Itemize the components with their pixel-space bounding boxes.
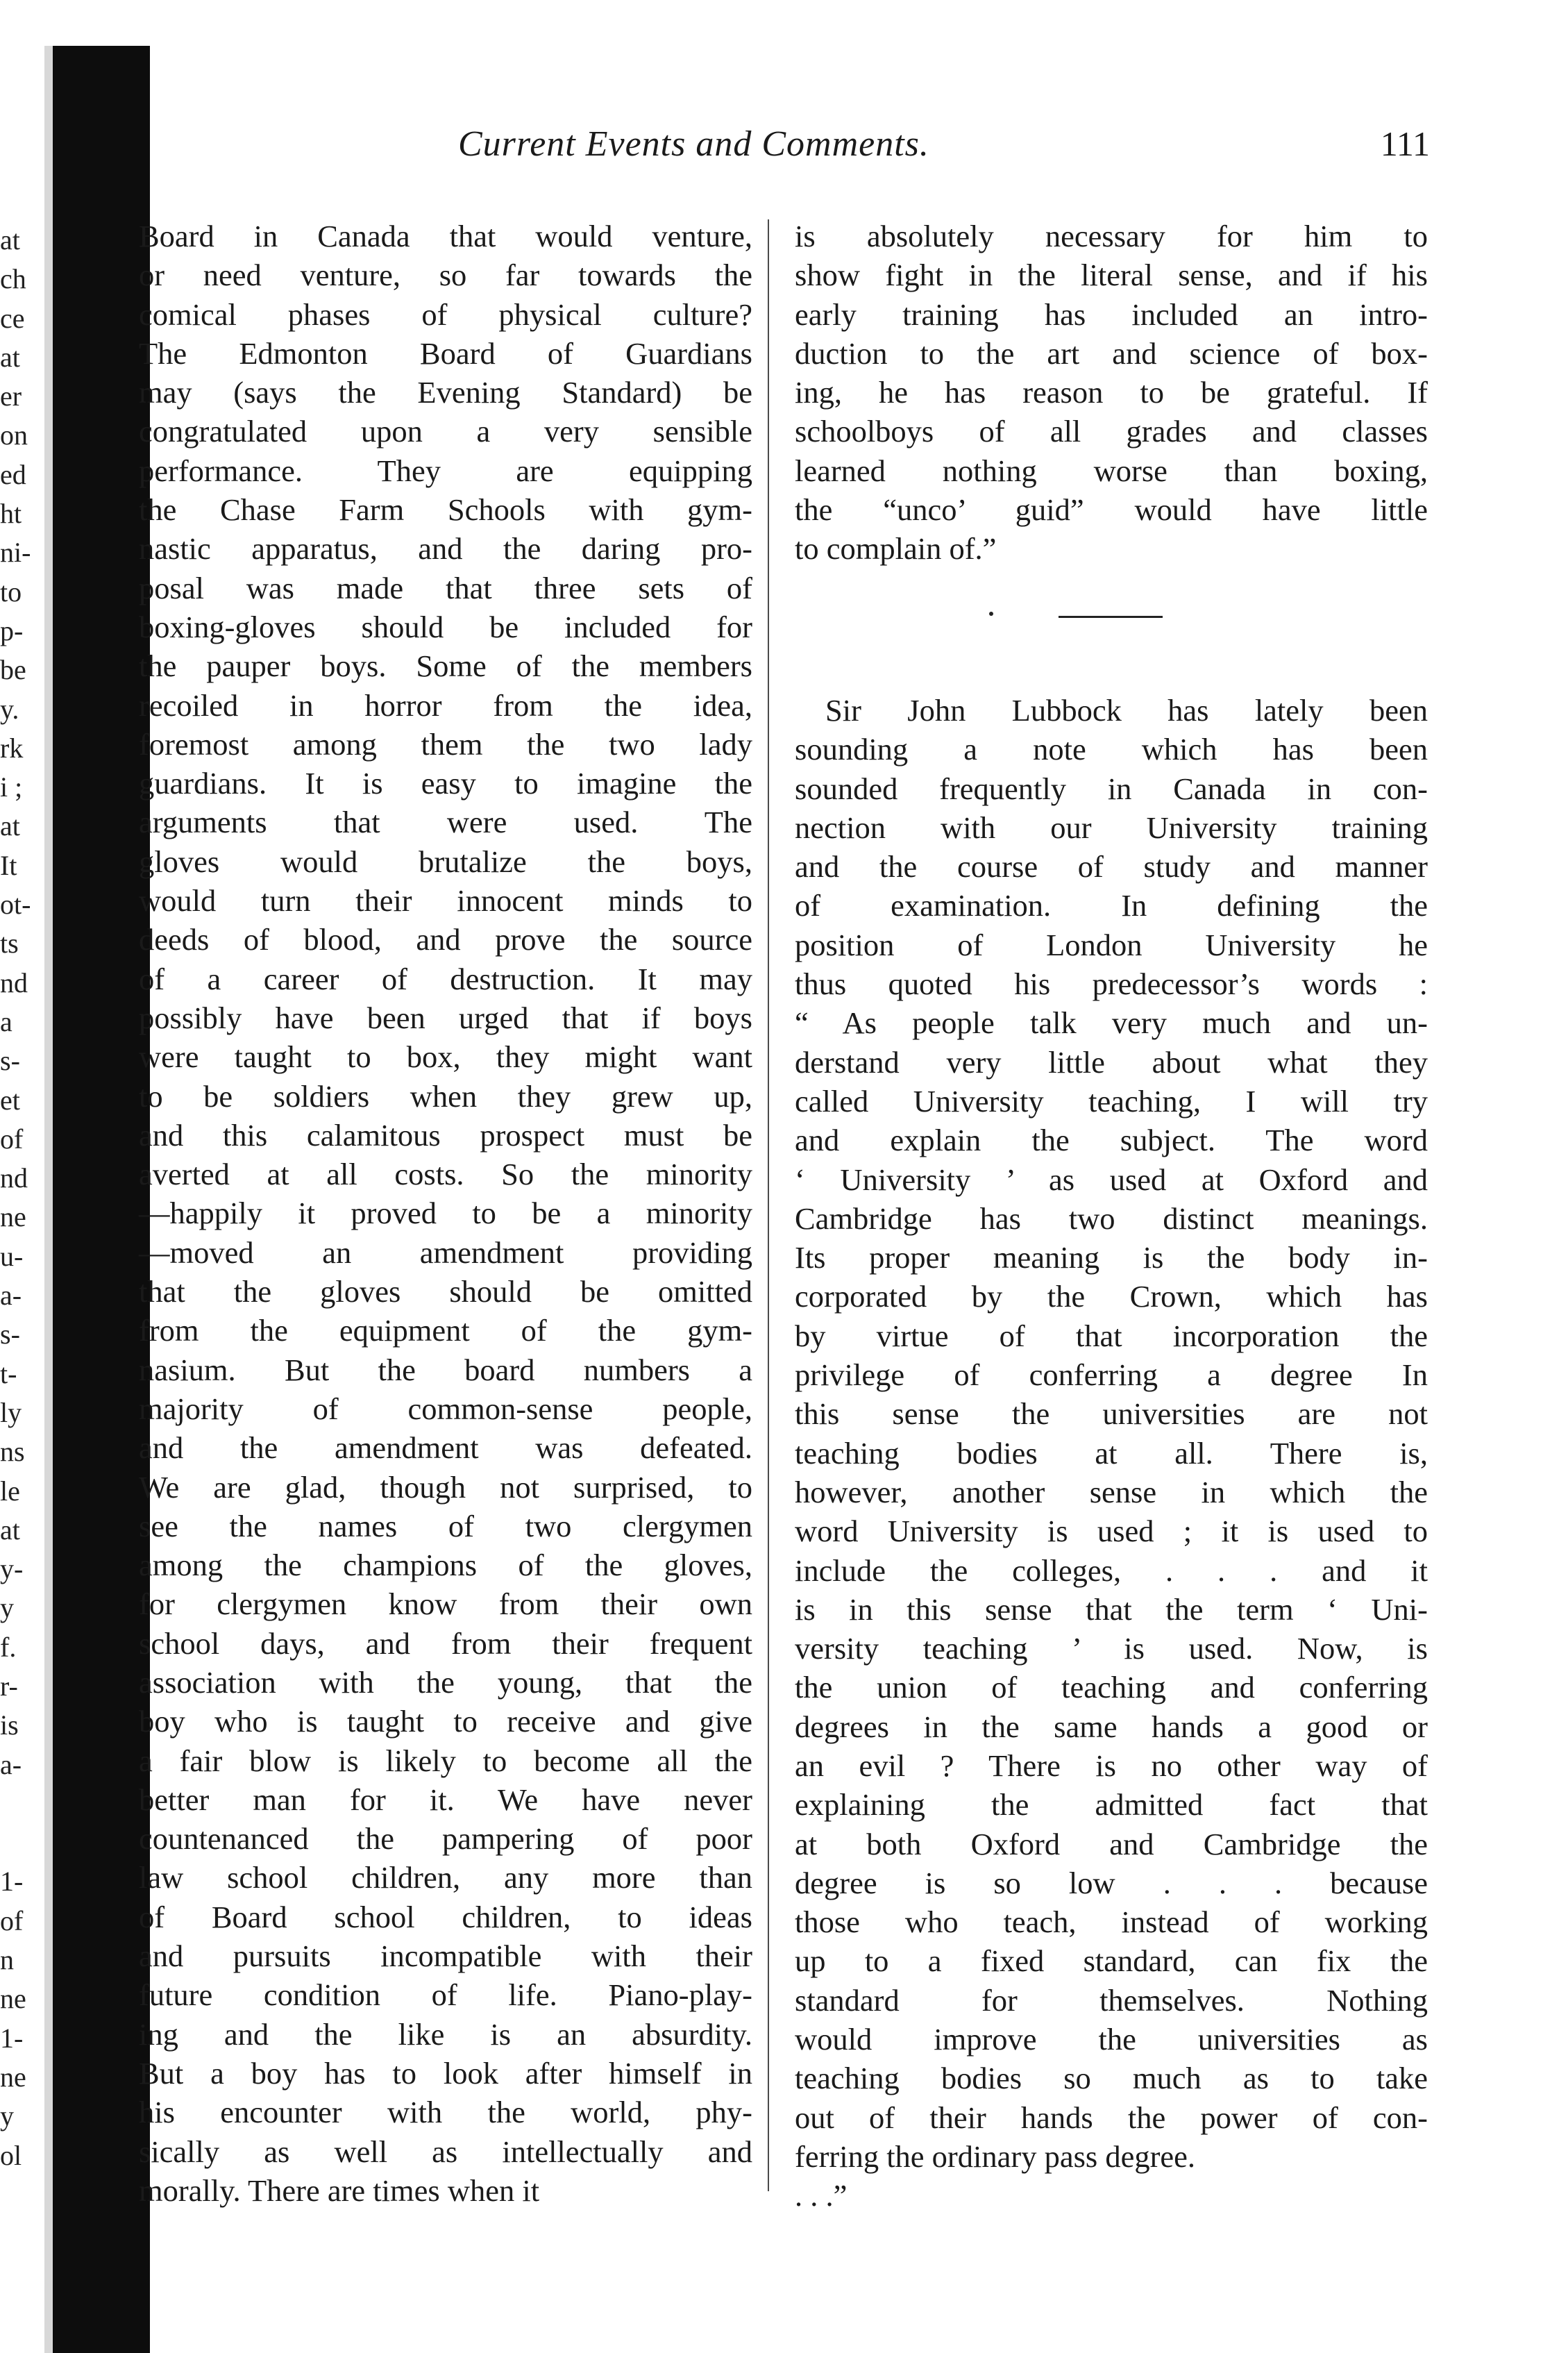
previous-page-fragment: be (0, 654, 26, 686)
right-column-top-paragraph (795, 217, 1428, 569)
text-line: deeds of blood, and prove the source (139, 922, 752, 957)
text-line: schoolboys of all grades and classes (795, 414, 1428, 449)
text-line: teaching bodies so much as to take (795, 2061, 1428, 2096)
previous-page-fragment: ch (0, 263, 26, 295)
text-line: explaining the admitted fact that (795, 1787, 1428, 1823)
text-line: boxing-gloves should be included for (139, 609, 752, 644)
previous-page-fragment: p- (0, 614, 24, 646)
text-line: school days, and from their frequent (139, 1625, 752, 1661)
previous-page-fragment: a- (0, 1280, 22, 1312)
previous-page-fragment: at (0, 224, 20, 256)
text-line: recoiled in horror from the idea, (139, 687, 752, 723)
text-line: his encounter with the world, phy- (139, 2095, 752, 2130)
previous-page-fragment: a (0, 1005, 12, 1037)
previous-page-fragment: r- (0, 1670, 18, 1702)
text-line: nasium. But the board numbers a (139, 1352, 752, 1387)
scan-binding-shadow (53, 46, 150, 2353)
text-line: future condition of life. Piano-play- (139, 1977, 752, 2013)
text-line: among the champions of the gloves, (139, 1548, 752, 1583)
text-line: morally. There are times when it (139, 2172, 540, 2208)
previous-page-fragment: y (0, 2100, 14, 2132)
text-line: early training has included an intro- (795, 296, 1428, 332)
text-line: derstand very little about what they (795, 1044, 1428, 1080)
text-line: up to a fixed standard, can fix the (795, 1943, 1428, 1979)
previous-page-fragment: on (0, 419, 28, 451)
previous-page-fragment: at (0, 810, 20, 842)
previous-page-fragment: et (0, 1084, 20, 1116)
text-line: performance. They are equipping (139, 453, 752, 488)
text-line: . . .” (795, 2178, 848, 2213)
text-line: privilege of conferring a degree In (795, 1357, 1428, 1393)
text-line: sically as well as intellectually and (139, 2134, 752, 2169)
column-rule (768, 219, 769, 2191)
previous-page-fragment: i ; (0, 771, 23, 803)
text-line: congratulated upon a very sensible (139, 414, 752, 449)
previous-page-fragment: 1- (0, 2022, 24, 2054)
text-line: and pursuits incompatible with their (139, 1938, 752, 1974)
text-line: standard for themselves. Nothing (795, 1982, 1428, 2018)
text-line: gloves would brutalize the boys, (139, 844, 752, 879)
text-line: at both Oxford and Cambridge the (795, 1826, 1428, 1861)
previous-page-fragment: ni- (0, 537, 31, 569)
text-line: countenanced the pampering of poor (139, 1821, 752, 1857)
previous-page-fragment: le (0, 1475, 20, 1507)
text-line: duction to the art and science of box- (795, 335, 1428, 371)
text-line: Board in Canada that would venture, (139, 219, 752, 253)
previous-page-fragment: rk (0, 732, 24, 764)
text-line: averted at all costs. So the minority (139, 1157, 752, 1192)
previous-page-fragment: of (0, 1904, 24, 1936)
previous-page-fragment: y- (0, 1553, 24, 1585)
previous-page-fragment: 1- (0, 1866, 24, 1898)
previous-page-fragment (0, 1823, 53, 1862)
text-line: or need venture, so far towards the (139, 258, 752, 293)
previous-page-fragment: nd (0, 1162, 28, 1194)
text-line: would turn their innocent minds to (139, 883, 752, 919)
section-break-dash (1059, 616, 1163, 618)
previous-page-fragment: er (0, 380, 22, 412)
text-line: of examination. In defining the (795, 888, 1428, 923)
previous-page-fragment: ne (0, 1983, 26, 2015)
text-line: the Chase Farm Schools with gym- (139, 492, 752, 528)
text-line: We are glad, though not surprised, to (139, 1469, 752, 1505)
text-line: teaching bodies at all. There is, (795, 1435, 1428, 1471)
text-line: ing and the like is an absurdity. (139, 2016, 752, 2052)
text-line: a fair blow is likely to become all the (139, 1743, 752, 1778)
text-line: for clergymen know from their own (139, 1586, 752, 1622)
text-line: association with the young, that the (139, 1664, 752, 1700)
text-line: however, another sense in which the (795, 1474, 1428, 1509)
text-line: boy who is taught to receive and give (139, 1704, 752, 1739)
previous-page-fragment: at (0, 341, 20, 373)
text-line: of a career of destruction. It may (139, 961, 752, 996)
previous-page-fragment: ne (0, 1201, 26, 1233)
text-line: ferring the ordinary pass degree. (795, 2138, 1196, 2174)
text-line: position of London University he (795, 927, 1428, 962)
text-line: an evil ? There is no other way of (795, 1748, 1428, 1783)
text-line: law school children, any more than (139, 1860, 752, 1895)
previous-page-fragment: at (0, 1514, 20, 1546)
previous-page-fragment: of (0, 1123, 24, 1155)
previous-page-fragment: It (0, 849, 17, 881)
left-column (139, 217, 752, 2210)
previous-page-fragment: ol (0, 2139, 22, 2171)
text-line: corporated by the Crown, which has (795, 1279, 1428, 1314)
text-line: better man for it. We have never (139, 1782, 752, 1817)
previous-page-fragment: ht (0, 498, 22, 530)
text-line: But a boy has to look after himself in (139, 2055, 752, 2091)
previous-page-fragment: nd (0, 966, 28, 998)
text-line: ‘ University ’ as used at Oxford and (795, 1162, 1428, 1197)
text-line: the pauper boys. Some of the members (139, 648, 752, 684)
text-line: learned nothing worse than boxing, (795, 453, 1428, 488)
text-line: possibly have been urged that if boys (139, 1000, 752, 1035)
previous-page-fragment: y. (0, 693, 19, 725)
previous-page-fragments (0, 221, 53, 2175)
text-line: guardians. It is easy to imagine the (139, 766, 752, 801)
running-title: Current Events and Comments. (458, 124, 929, 164)
text-line: The Edmonton Board of Guardians (139, 335, 752, 371)
previous-page-fragment (0, 1784, 53, 1823)
text-line: from the equipment of the gym- (139, 1313, 752, 1348)
text-line: sounded frequently in Canada in con- (795, 771, 1428, 806)
text-line: and the course of study and manner (795, 849, 1428, 885)
previous-page-fragment: ly (0, 1396, 22, 1428)
text-line: degrees in the same hands a good or (795, 1709, 1428, 1744)
text-line: —happily it proved to be a minority (139, 1196, 752, 1231)
text-line: majority of common-sense people, (139, 1391, 752, 1426)
text-line: posal was made that three sets of (139, 570, 752, 605)
previous-page-fragment: ce (0, 302, 25, 334)
text-line: to complain of.” (795, 531, 997, 567)
previous-page-fragment: ts (0, 928, 19, 960)
text-line: Cambridge has two distinct meanings. (795, 1200, 1428, 1236)
text-line: those who teach, instead of working (795, 1904, 1428, 1940)
text-line: sounding a note which has been (795, 732, 1428, 767)
previous-page-fragment: ed (0, 458, 26, 490)
page-number: 111 (1380, 124, 1430, 163)
text-line: thus quoted his predecessor’s words : (795, 966, 1428, 1002)
text-line: called University teaching, I will try (795, 1083, 1428, 1119)
text-line: —moved an amendment providing (139, 1234, 752, 1270)
right-column-lubbock-paragraph (795, 691, 1428, 2216)
previous-page-fragment: s- (0, 1318, 20, 1350)
page-header (458, 124, 1444, 179)
text-line: versity teaching ’ is used. Now, is (795, 1631, 1428, 1666)
previous-page-fragment: n (0, 1944, 14, 1976)
text-line: out of their hands the power of con- (795, 2100, 1428, 2135)
previous-page-fragment: a- (0, 1748, 22, 1780)
text-line: of Board school children, to ideas (139, 1899, 752, 1934)
previous-page-fragment: t- (0, 1357, 17, 1389)
text-line: is in this sense that the term ‘ Uni- (795, 1591, 1428, 1627)
text-line: were taught to box, they might want (139, 1039, 752, 1075)
text-line: include the colleges, . . . and it (795, 1552, 1428, 1588)
text-line: this sense the universities are not (795, 1396, 1428, 1432)
text-line: would improve the universities as (795, 2022, 1428, 2057)
section-break (795, 596, 1428, 635)
previous-page-fragment: ns (0, 1436, 25, 1468)
text-line: Its proper meaning is the body in- (795, 1240, 1428, 1275)
previous-page-fragment: to (0, 576, 22, 608)
previous-page-fragment: y (0, 1592, 14, 1624)
text-line: show fight in the literal sense, and if his (795, 258, 1428, 293)
text-line: word University is used ; it is used to (795, 1514, 1428, 1549)
text-line: and the amendment was defeated. (139, 1430, 752, 1466)
text-line: may (says the Evening Standard) be (139, 375, 752, 410)
section-break-dot (989, 612, 993, 616)
text-line: arguments that were used. The (139, 805, 752, 840)
text-line: foremost among them the two lady (139, 726, 752, 762)
previous-page-fragment: is (0, 1709, 19, 1741)
previous-page-fragment: s- (0, 1045, 20, 1077)
previous-page-fragment: u- (0, 1240, 24, 1272)
previous-page-fragment: ne (0, 2061, 26, 2093)
text-line: the “unco’ guid” would have little (795, 492, 1428, 528)
text-line: see the names of two clergymen (139, 1508, 752, 1543)
text-line: and explain the subject. The word (795, 1123, 1428, 1158)
text-line: ing, he has reason to be grateful. If (795, 375, 1428, 410)
text-line: to be soldiers when they grew up, (139, 1078, 752, 1114)
text-line: is absolutely necessary for him to (795, 219, 1428, 253)
text-line: degree is so low . . . because (795, 1865, 1428, 1900)
text-line: comical phases of physical culture? (139, 296, 752, 332)
text-line: nection with our University training (795, 810, 1428, 845)
text-line: that the gloves should be omitted (139, 1274, 752, 1309)
text-line: nastic apparatus, and the daring pro- (139, 531, 752, 567)
text-line: and this calamitous prospect must be (139, 1117, 752, 1153)
text-line: Sir John Lubbock has lately been (825, 692, 1428, 728)
text-line: by virtue of that incorporation the (795, 1318, 1428, 1353)
text-line: the union of teaching and conferring (795, 1670, 1428, 1705)
right-column (795, 217, 1428, 2216)
previous-page-fragment: ot- (0, 889, 31, 921)
previous-page-fragment: f. (0, 1631, 17, 1663)
text-line: “ As people talk very much and un- (795, 1005, 1428, 1041)
